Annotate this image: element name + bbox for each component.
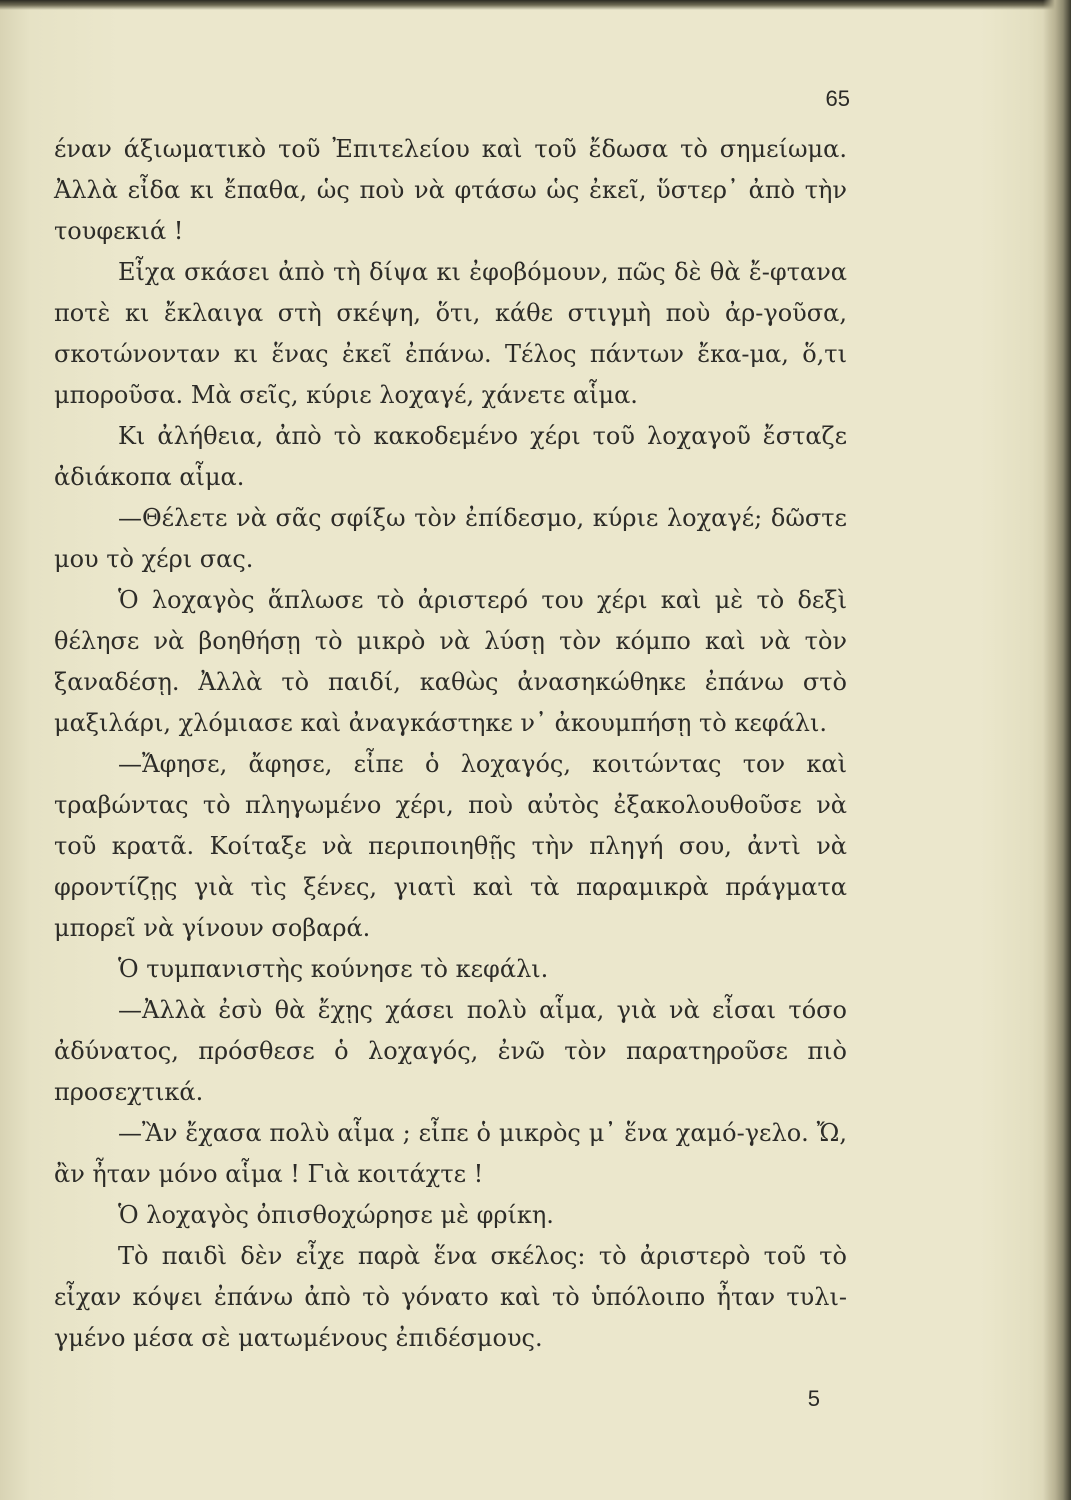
paragraph: Τὸ παιδὶ δὲν εἶχε παρὰ ἕνα σκέλος: τὸ ἀριστερὸ τοῦ τὸ εἶχαν κόψει ἐπάνω ἀπὸ τὸ γόνατο καὶ τὸ ὑπόλοιπο ἦταν τυλι-γμένο μέσα σὲ ματωμένους ἐπιδέσμους. xyxy=(54,1242,847,1352)
paragraph: Ὁ λοχαγὸς ἅπλωσε τὸ ἀριστερό του χέρι καὶ μὲ τὸ δεξὶ θέλησε νὰ βοηθήσῃ τὸ μικρὸ νὰ λύσῃ τὸν κόμπο καὶ νὰ τὸν ξαναδέσῃ. Ἀλλὰ τὸ παιδί, καθὼς ἀνασηκώθηκε ἐπάνω στὸ μαξιλάρι, χλόμιασε καὶ ἀναγκάστηκε ν᾽ ἀκουμπήσῃ τὸ κεφάλι. xyxy=(54,586,847,737)
page-right-edge xyxy=(1043,0,1071,1500)
paragraph: έναν άξιωματικὸ τοῦ Ἐπιτελείου καὶ τοῦ ἔδωσα τὸ σημείωμα. Ἀλλὰ εἶδα κι ἔπαθα, ὡς ποὺ νὰ φτάσω ὡς ἐκεῖ, ὕστερ᾽ ἀπὸ τὴν τουφεκιά ! xyxy=(54,135,847,245)
paragraph: —Ἂν ἔχασα πολὺ αἷμα ; εἶπε ὁ μικρὸς μ᾽ ἕνα χαμό-γελο. Ὤ, ἂν ἦταν μόνο αἷμα ! Γιὰ κοιτάχτε ! xyxy=(54,1119,847,1188)
paragraph: —Θέλετε νὰ σᾶς σφίξω τὸν ἐπίδεσμο, κύριε λοχαγέ; δῶστε μου τὸ χέρι σας. xyxy=(54,504,847,573)
page-number: 65 xyxy=(825,86,850,111)
body-text xyxy=(54,129,847,1359)
paragraph: Κι ἀλήθεια, ἀπὸ τὸ κακοδεμένο χέρι τοῦ λοχαγοῦ ἔσταζε ἀδιάκοπα αἷμα. xyxy=(54,422,847,491)
paragraph: Ὁ τυμπανιστὴς κούνησε τὸ κεφάλι. xyxy=(118,955,549,983)
signature-mark: 5 xyxy=(807,1386,820,1411)
paragraph: Ὁ λοχαγὸς ὀπισθοχώρησε μὲ φρίκη. xyxy=(118,1201,554,1229)
paragraph: —Ἀλλὰ ἐσὺ θὰ ἔχῃς χάσει πολὺ αἷμα, γιὰ νὰ εἶσαι τόσο ἀδύνατος, πρόσθεσε ὁ λοχαγός, ἐνῶ τὸν παρατηροῦσε πιὸ προσεχτικά. xyxy=(54,996,847,1106)
paragraph: Εἶχα σκάσει ἀπὸ τὴ δίψα κι ἐφοβόμουν, πῶς δὲ θὰ ἔ-φτανα ποτὲ κι ἔκλαιγα στὴ σκέψη, ὅτι, κάθε στιγμὴ ποὺ ἀρ-γοῦσα, σκοτώνονταν κι ἕνας ἐκεῖ ἐπάνω. Τέλος πάντων ἔκα-μα, ὅ,τι μποροῦσα. Μὰ σεῖς, κύριε λοχαγέ, χάνετε αἷμα. xyxy=(54,258,847,409)
page-top-edge xyxy=(0,0,1071,10)
paragraph: —Ἄφησε, ἄφησε, εἶπε ὁ λοχαγός, κοιτώντας τον καὶ τραβώντας τὸ πληγωμένο χέρι, ποὺ αὐτὸς ἐξακολουθοῦσε νὰ τοῦ κρατᾶ. Κοίταξε νὰ περιποιηθῇς τὴν πληγή σου, ἀντὶ νὰ φροντίζῃς γιὰ τὶς ξένες, γιατὶ καὶ τὰ παραμικρὰ πράγματα μπορεῖ νὰ γίνουν σοβαρά. xyxy=(54,750,847,942)
